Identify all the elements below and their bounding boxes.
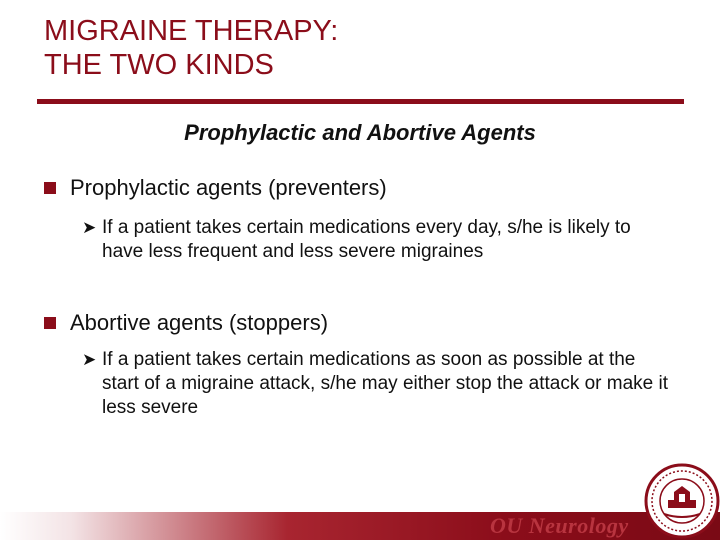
- university-seal-icon: [644, 462, 720, 540]
- title-line-2: THE TWO KINDS: [44, 49, 274, 81]
- arrow-bullet-icon: ➤: [82, 218, 97, 237]
- bullet-abortive: [44, 310, 328, 336]
- sub-bullet-text: If a patient takes certain medications as soon as possible at the start of a migraine attack, s/he may either stop the attack or make it less severe: [102, 349, 669, 418]
- bullet-label: Prophylactic agents (preventers): [70, 175, 387, 200]
- arrow-bullet-icon: ➤: [82, 350, 97, 369]
- sub-bullet-text: If a patient takes certain medications every day, s/he is likely to have less frequent and less severe migraines: [102, 217, 631, 262]
- bullet-prophylactic: [44, 175, 387, 201]
- sub-bullet-prophylactic: [82, 216, 672, 264]
- bullet-label: Abortive agents (stoppers): [70, 310, 329, 335]
- title-line-1: MIGRAINE THERAPY:: [44, 15, 339, 47]
- sub-bullet-abortive: [82, 348, 672, 420]
- footer-label: OU Neurology: [490, 513, 629, 538]
- slide-title: [44, 14, 338, 82]
- square-bullet-icon: [44, 317, 56, 329]
- title-divider: [37, 99, 684, 104]
- slide-subtitle: Prophylactic and Abortive Agents: [184, 120, 536, 145]
- square-bullet-icon: [44, 182, 56, 194]
